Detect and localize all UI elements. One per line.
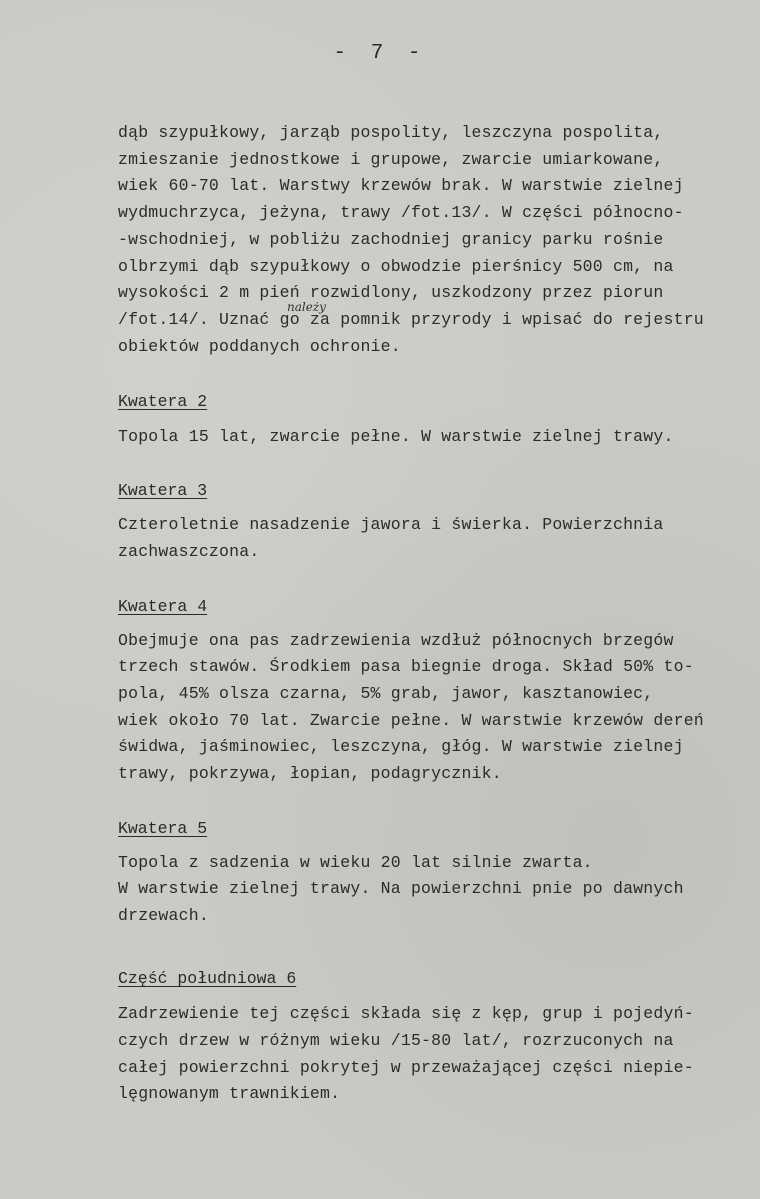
text-line: Zadrzewienie tej części składa się z kęp, grup i pojedyń- — [118, 1004, 694, 1023]
section-heading: Kwatera 4 — [118, 597, 208, 616]
handwritten-note: należy — [287, 300, 326, 314]
text-line: lęgnowanym trawnikiem. — [118, 1084, 341, 1103]
section-heading: Kwatera 5 — [118, 819, 208, 838]
text-line: Obejmuje ona pas zadrzewienia wzdłuż północnych brzegów — [118, 631, 674, 650]
section-heading: Kwatera 3 — [118, 481, 208, 500]
page-number: - 7 - — [333, 42, 427, 65]
text-line: trawy, pokrzywa, łopian, podagrycznik. — [118, 764, 502, 783]
text-line: zachwaszczona. — [118, 542, 260, 561]
text-line: -wschodniej, w pobliżu zachodniej granicy parku rośnie — [118, 230, 664, 249]
text-line: trzech stawów. Środkiem pasa biegnie droga. Skład 50% to- — [118, 657, 694, 676]
text-line: wiek 60-70 lat. Warstwy krzewów brak. W warstwie zielnej — [118, 176, 684, 195]
text-line: drzewach. — [118, 906, 209, 925]
text-line: /fot.14/. Uznać go za pomnik przyrody i wpisać do rejestru — [118, 310, 704, 329]
text-line: zmieszanie jednostkowe i grupowe, zwarcie umiarkowane, — [118, 150, 664, 169]
section-heading: Kwatera 2 — [118, 392, 208, 411]
text-line: wydmuchrzyca, jeżyna, trawy /fot.13/. W części północno- — [118, 203, 684, 222]
text-line: wiek około 70 lat. Zwarcie pełne. W warstwie krzewów dereń — [118, 711, 704, 730]
text-line: Topola 15 lat, zwarcie pełne. W warstwie zielnej trawy. — [118, 427, 674, 446]
text-line: całej powierzchni pokrytej w przeważającej części niepie- — [118, 1058, 694, 1077]
text-line: dąb szypułkowy, jarząb pospolity, leszczyna pospolita, — [118, 123, 664, 142]
text-line: olbrzymi dąb szypułkowy o obwodzie pierśnicy 500 cm, na — [118, 257, 674, 276]
text-line: Czteroletnie nasadzenie jawora i świerka. Powierzchnia — [118, 515, 664, 534]
text-line: W warstwie zielnej trawy. Na powierzchni pnie po dawnych — [118, 879, 684, 898]
text-line: wysokości 2 m pień rozwidlony, uszkodzony przez piorun — [118, 283, 664, 302]
text-line: świdwa, jaśminowiec, leszczyna, głóg. W warstwie zielnej — [118, 737, 684, 756]
section-heading: Część południowa 6 — [118, 969, 297, 988]
text-line: czych drzew w różnym wieku /15-80 lat/, rozrzuconych na — [118, 1031, 674, 1050]
text-line: pola, 45% olsza czarna, 5% grab, jawor, kasztanowiec, — [118, 684, 654, 703]
text-line: Topola z sadzenia w wieku 20 lat silnie zwarta. — [118, 853, 593, 872]
text-line: obiektów poddanych ochronie. — [118, 337, 401, 356]
